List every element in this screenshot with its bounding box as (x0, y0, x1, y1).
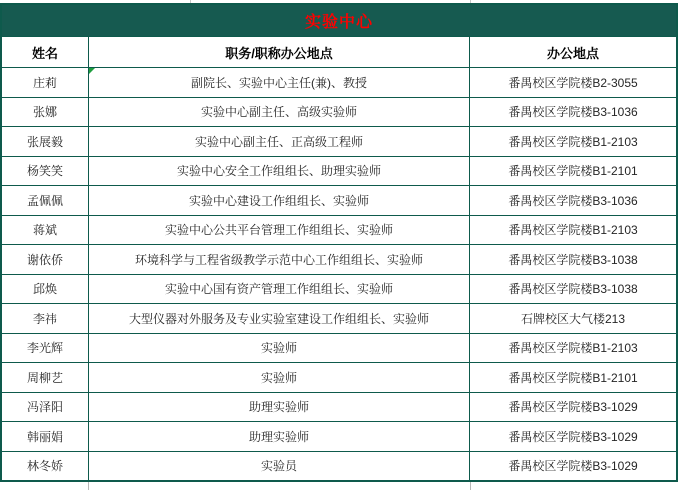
cell-name: 林冬娇 (2, 452, 89, 481)
table-row (2, 157, 676, 187)
cell-name: 邱焕 (2, 275, 89, 304)
cell-location: 番禺校区学院楼B2-3055 (508, 75, 638, 90)
cell-location: 番禺校区学院楼B3-1029 (508, 459, 638, 474)
cell-location: 番禺校区学院楼B3-1038 (508, 282, 638, 297)
table-title-bar (2, 5, 676, 37)
table-row (2, 422, 676, 452)
table-row (2, 363, 676, 393)
cell-name: 庄莉 (2, 68, 89, 97)
cell-position: 实验中心国有资产管理工作组组长、实验师 (89, 275, 470, 304)
cell-location: 番禺校区学院楼B1-2103 (508, 223, 638, 238)
table-row (2, 127, 676, 157)
gridline-stub (88, 482, 89, 490)
cell-location: 番禺校区学院楼B3-1029 (508, 400, 638, 415)
cell-position: 副院长、实验中心主任(兼)、教授 (89, 68, 470, 97)
table-row (2, 334, 676, 364)
cell-location: 番禺校区学院楼B3-1036 (508, 105, 638, 120)
cell-location: 番禺校区学院楼B3-1038 (508, 252, 638, 267)
cell-name: 周柳艺 (2, 363, 89, 392)
cell-corner-marker-icon (89, 68, 95, 74)
cell-name: 李祎 (2, 304, 89, 333)
staff-table (0, 3, 678, 482)
table-row (2, 304, 676, 334)
cell-name: 张娜 (2, 98, 89, 127)
cell-location: 番禺校区学院楼B1-2103 (508, 341, 638, 356)
cell-name: 孟佩佩 (2, 186, 89, 215)
cell-name: 杨笑笑 (2, 157, 89, 186)
table-title: 实验中心 (304, 14, 373, 31)
cell-name: 韩丽娟 (2, 422, 89, 451)
cell-location: 番禺校区学院楼B3-1036 (508, 193, 638, 208)
table-row (2, 245, 676, 275)
table-body (2, 68, 676, 480)
column-header-name: 姓名 (2, 37, 89, 67)
table-row (2, 275, 676, 305)
cell-location: 番禺校区学院楼B1-2101 (508, 164, 638, 179)
gridline-stub (470, 482, 471, 490)
cell-name: 冯泽阳 (2, 393, 89, 422)
cell-position: 实验中心副主任、正高级工程师 (89, 127, 470, 156)
spreadsheet-grid-sliver-bottom (0, 482, 678, 491)
cell-location: 石牌校区大气楼213 (520, 311, 626, 326)
cell-position: 实验中心公共平台管理工作组组长、实验师 (89, 216, 470, 245)
cell-name: 蒋斌 (2, 216, 89, 245)
table-row (2, 68, 676, 98)
cell-position: 实验师 (89, 363, 470, 392)
table-row (2, 186, 676, 216)
table-header-row (2, 37, 676, 68)
cell-position: 助理实验师 (89, 393, 470, 422)
cell-position: 实验中心安全工作组组长、助理实验师 (89, 157, 470, 186)
cell-name: 李光辉 (2, 334, 89, 363)
table-row (2, 452, 676, 481)
cell-position: 实验师 (89, 334, 470, 363)
cell-position: 大型仪器对外服务及专业实验室建设工作组组长、实验师 (89, 304, 470, 333)
table-row (2, 393, 676, 423)
cell-location: 番禺校区学院楼B3-1029 (508, 429, 638, 444)
table-row (2, 216, 676, 246)
cell-location: 番禺校区学院楼B1-2103 (508, 134, 638, 149)
table-row (2, 98, 676, 128)
cell-location: 番禺校区学院楼B1-2101 (508, 370, 638, 385)
cell-position: 实验中心建设工作组组长、实验师 (89, 186, 470, 215)
column-header-location: 办公地点 (546, 45, 599, 61)
cell-position: 实验员 (89, 452, 470, 481)
cell-name: 张展毅 (2, 127, 89, 156)
cell-position: 环境科学与工程省级教学示范中心工作组组长、实验师 (89, 245, 470, 274)
cell-position: 助理实验师 (89, 422, 470, 451)
cell-position: 实验中心副主任、高级实验师 (89, 98, 470, 127)
column-header-position: 职务/职称办公地点 (89, 37, 470, 67)
cell-name: 谢依侨 (2, 245, 89, 274)
